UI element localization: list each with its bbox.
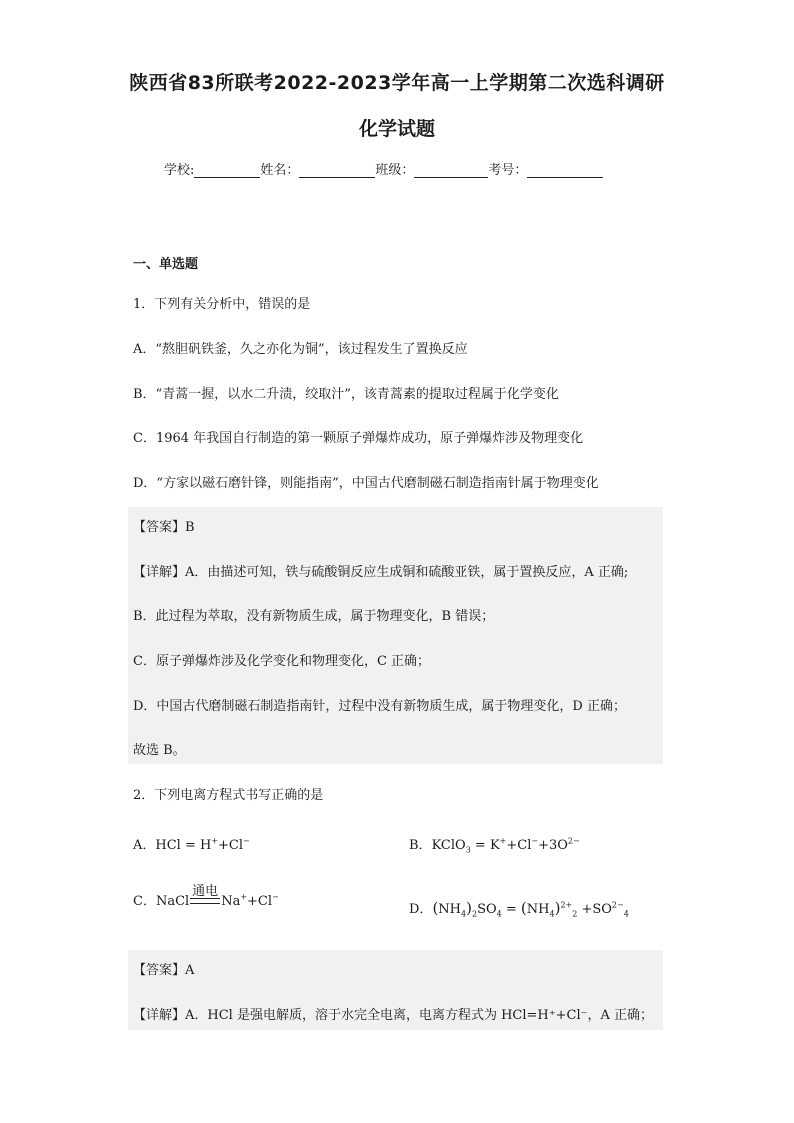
school-label: 学校: (164, 163, 195, 178)
subscript: 4 (549, 909, 555, 919)
q1-explanation-a: 【详解】A．由描述可知，铁与硫酸铜反应生成铜和硫酸亚铁，属于置换反应，A 正确; (133, 565, 629, 580)
subscript: 3 (465, 845, 471, 855)
q1-conclusion: 故选 B。 (133, 743, 186, 758)
q2-option-d: D．$(NH_4)_2SO_4 = (NH_4)^{2+}_2 +SO^{2-}_4$ (409, 899, 629, 919)
q2-option-c (133, 885, 279, 909)
charge: + (211, 836, 219, 846)
q1-option-d: D．“方家以磁石磨针锋，则能指南”，中国古代磨制磁石制造指南针属于物理变化 (133, 476, 599, 491)
charge: 2+ (560, 900, 573, 910)
q2-stem: 2．下列电离方程式书写正确的是 (133, 788, 324, 803)
formula-part: SO (477, 902, 497, 917)
subscript: 4 (496, 909, 502, 919)
name-blank[interactable] (299, 161, 375, 178)
formula-part: NH (438, 902, 462, 917)
charge: + (240, 892, 248, 902)
formula-part: HCl = H (155, 838, 212, 853)
title-line-1: 陕西省83所联考2022-2023学年高一上学期第二次选科调研 (129, 72, 665, 94)
option-label: D． (409, 902, 433, 917)
school-blank[interactable] (194, 161, 260, 178)
q1-option-a: A．“熬胆矾铁釜，久之亦化为铜”，该过程发生了置换反应 (133, 342, 468, 357)
q1-answer-box (128, 507, 663, 764)
electrolysis-condition (190, 885, 220, 909)
condition-text: 通电 (192, 884, 219, 899)
charge: 2− (567, 836, 580, 846)
exam-number-label: 考号： (488, 163, 528, 178)
exam-number-blank[interactable] (527, 161, 603, 178)
formula-part: +Cl (247, 894, 273, 909)
double-line (190, 898, 220, 904)
q1-option-c: C．1964 年我国自行制造的第一颗原子弹爆炸成功，原子弹爆炸涉及物理变化 (133, 431, 584, 446)
subscript: 2 (471, 909, 478, 919)
q1-stem: 1．下列有关分析中，错误的是 (133, 297, 311, 312)
section-heading: 一、单选题 (133, 257, 199, 272)
option-label: B． (409, 838, 432, 853)
q2-option-a (133, 834, 250, 853)
charge: 2− (611, 900, 624, 910)
subscript: 2 (572, 909, 578, 919)
q1-explanation-c: C．原子弹爆炸涉及化学变化和物理变化，C 正确； (133, 654, 431, 669)
option-label: A． (133, 838, 156, 853)
formula-part: NaCl (155, 894, 190, 909)
subscript: 4 (623, 909, 629, 919)
formula-part: +SO (577, 902, 612, 917)
formula-part: +Cl (218, 838, 244, 853)
subscript: 4 (461, 909, 467, 919)
formula-part: Na (221, 894, 241, 909)
formula-part: KClO (431, 838, 466, 853)
q1-answer: 【答案】B (133, 520, 195, 535)
formula-part: = K (470, 838, 500, 853)
q2-option-b (409, 834, 580, 855)
q2-answer: 【答案】A (133, 963, 195, 978)
option-label: C． (133, 894, 156, 909)
charge: − (272, 892, 279, 902)
student-info-line (164, 159, 603, 178)
formula-part: +Cl (506, 838, 532, 853)
charge: − (531, 836, 539, 846)
name-label: 姓名： (260, 163, 300, 178)
charge: + (499, 836, 507, 846)
formula-part: +3O (538, 838, 568, 853)
q1-option-b: B．“青蒿一握，以水二升渍，绞取汁”，该青蒿素的提取过程属于化学变化 (133, 387, 559, 402)
class-blank[interactable] (414, 161, 488, 178)
title-line-2: 化学试题 (358, 118, 435, 140)
formula-part: NH (526, 902, 550, 917)
q1-explanation-b: B．此过程为萃取，没有新物质生成，属于物理变化，B 错误； (133, 609, 495, 624)
q2-explanation-a: 【详解】A．HCl 是强电解质，溶于水完全电离，电离方程式为 HCl=H⁺+Cl⁻，A 正确； (133, 1008, 654, 1023)
q1-explanation-d: D．中国古代磨制磁石制造指南针，过程中没有新物质生成，属于物理变化，D 正确； (133, 699, 626, 714)
class-label: 班级： (375, 163, 415, 178)
charge: − (243, 836, 250, 846)
